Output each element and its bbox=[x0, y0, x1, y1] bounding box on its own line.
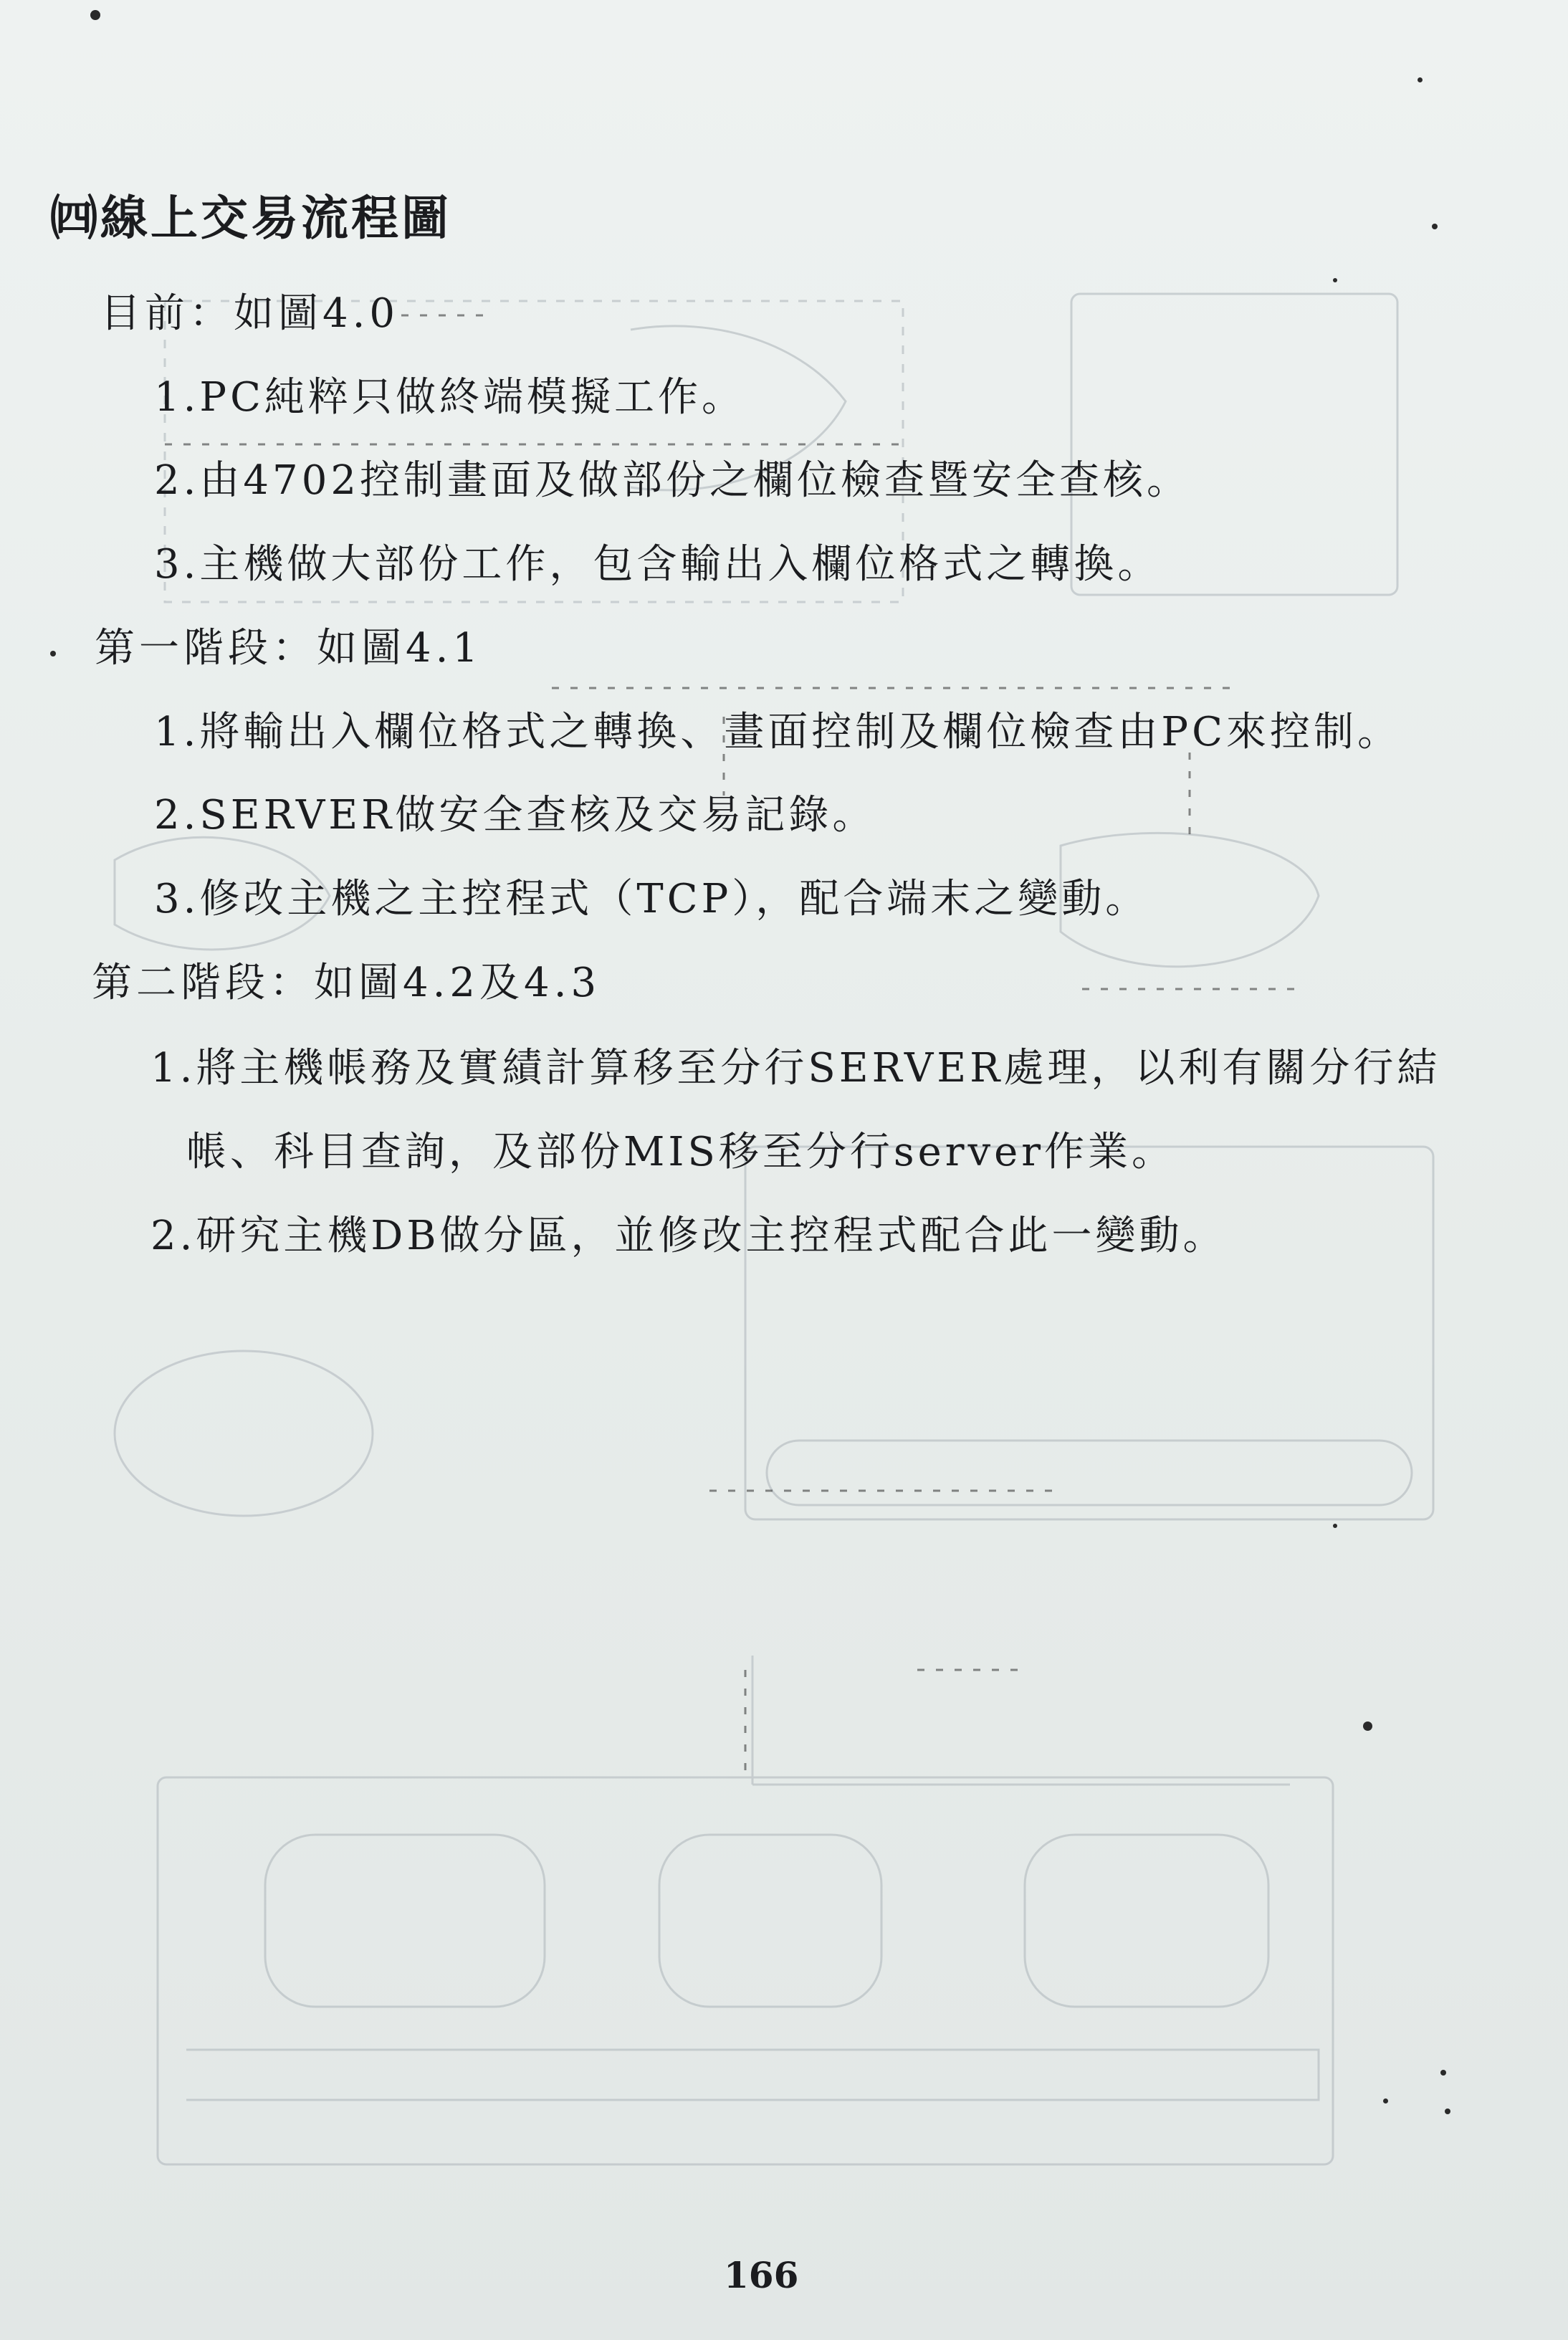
scan-speck bbox=[1418, 77, 1423, 82]
scan-speck bbox=[90, 10, 100, 20]
phase2-item-1-continued: 帳、科目查詢，及部份MIS移至分行server作業。 bbox=[186, 1129, 1176, 1175]
page-number: 166 bbox=[724, 2254, 799, 2296]
scan-speck bbox=[1363, 1721, 1372, 1731]
phase1-title: 第一階段：如圖4.1 bbox=[95, 625, 483, 672]
current-item-3: 3.主機做大部份工作，包含輸出入欄位格式之轉換。 bbox=[154, 541, 1162, 588]
phase2-item-1: 1.將主機帳務及實績計算移至分行SERVER處理，以利有關分行結 bbox=[150, 1045, 1441, 1092]
section-heading: ㈣線上交易流程圖 bbox=[50, 191, 451, 246]
phase1-item-3: 3.修改主機之主控程式（TCP），配合端末之變動。 bbox=[154, 876, 1149, 922]
phase2-title: 第二階段：如圖4.2及4.3 bbox=[92, 960, 601, 1006]
scan-speck bbox=[1333, 1524, 1337, 1528]
phase2-item-2: 2.研究主機DB做分區，並修改主控程式配合此一變動。 bbox=[150, 1213, 1227, 1259]
scan-speck bbox=[1440, 2070, 1446, 2076]
phase1-item-1: 1.將輸出入欄位格式之轉換、畫面控制及欄位檢查由PC來控制。 bbox=[154, 709, 1401, 755]
scan-speck bbox=[1432, 224, 1438, 229]
scan-speck bbox=[1333, 278, 1337, 282]
scan-speck bbox=[50, 651, 56, 656]
scan-speck bbox=[1445, 2109, 1450, 2114]
current-stage-title: 目前：如圖4.0 bbox=[100, 290, 400, 337]
current-item-2: 2.由4702控制畫面及做部份之欄位檢查暨安全查核。 bbox=[154, 457, 1190, 504]
scan-speck bbox=[1383, 2098, 1388, 2103]
phase1-item-2: 2.SERVER做安全查核及交易記錄。 bbox=[154, 792, 876, 839]
current-item-1: 1.PC純粹只做終端模擬工作。 bbox=[154, 374, 745, 421]
